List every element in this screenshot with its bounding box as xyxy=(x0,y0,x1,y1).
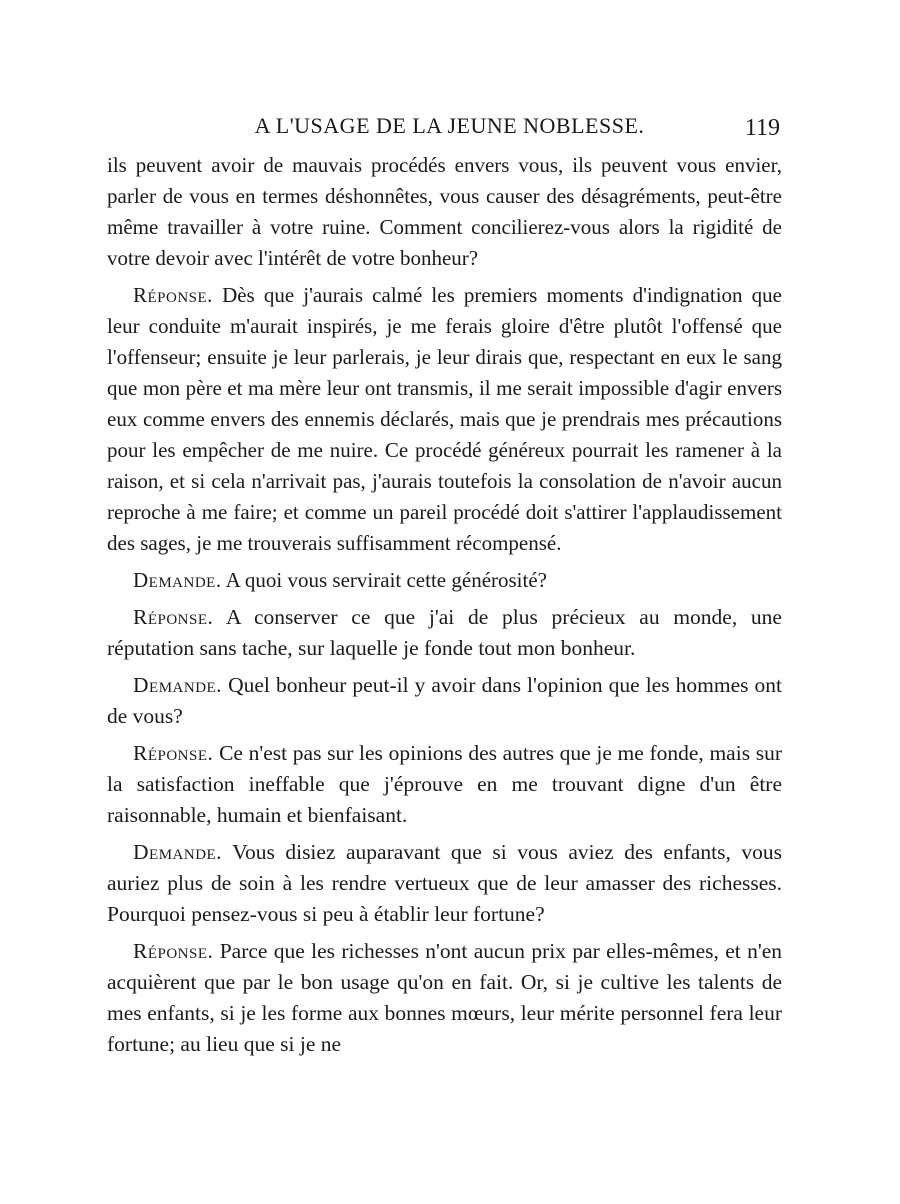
speaker-label: Réponse. xyxy=(133,283,213,307)
page-number: 119 xyxy=(744,115,780,141)
paragraph-text: Ce n'est pas sur les opinions des autres que je me fonde, mais sur la satisfaction ineffable que j'éprouve en me trouvant digne d'un être raisonnable, humain et bienfaisant. xyxy=(107,741,782,827)
paragraph-demande xyxy=(107,565,782,596)
paragraph-reponse xyxy=(107,280,782,559)
paragraph-reponse xyxy=(107,738,782,831)
paragraph-text: Parce que les richesses n'ont aucun prix par elles-mêmes, et n'en acquièrent que par le bon usage qu'on en fait. Or, si je cultive les talents de mes enfants, si je les forme aux bonnes mœurs, leur mérite personnel fera leur fortune; au lieu que si je ne xyxy=(107,939,782,1056)
paragraph-reponse xyxy=(107,602,782,664)
book-page xyxy=(107,108,782,1066)
speaker-label: Demande. xyxy=(133,840,223,864)
paragraph-demande xyxy=(107,670,782,732)
paragraph-text: ils peuvent avoir de mauvais procédés envers vous, ils peuvent vous envier, parler de vous en termes déshonnêtes, vous causer des désagréments, peut-être même travailler à votre ruine. Comment concilierez-vous alors la rigidité de votre devoir avec l'intérêt de votre bonheur? xyxy=(107,153,782,270)
paragraph-continuation xyxy=(107,150,782,274)
paragraph-demande xyxy=(107,837,782,930)
paragraph-text: Vous disiez auparavant que si vous aviez des enfants, vous auriez plus de soin à les rendre vertueux que de leur amasser des richesses. Pourquoi pensez-vous si peu à établir leur fortune? xyxy=(107,840,782,926)
speaker-label: Réponse. xyxy=(133,939,214,963)
paragraph-reponse xyxy=(107,936,782,1060)
speaker-label: Demande. xyxy=(133,568,222,592)
paragraph-text: Quel bonheur peut-il y avoir dans l'opinion que les hommes ont de vous? xyxy=(107,673,782,728)
body-text xyxy=(107,150,782,1060)
running-head xyxy=(107,108,782,144)
paragraph-text: A conserver ce que j'ai de plus précieux au monde, une réputation sans tache, sur laquelle je fonde tout mon bonheur. xyxy=(107,605,782,660)
paragraph-text: Dès que j'aurais calmé les premiers moments d'indignation que leur conduite m'aurait inspirés, je me ferais gloire d'être plutôt l'offensé que l'offenseur; ensuite je leur parlerais, je leur dirais que, respectant en eux le sang que mon père et ma mère leur ont transmis, il me serait impossible d'agir envers eux comme envers des ennemis déclarés, mais que je prendrais mes précautions pour les empêcher de me nuire. Ce procédé généreux pourrait les ramener à la raison, et si cela n'arrivait pas, j'aurais toutefois la consolation de n'avoir aucun reproche à me faire; et comme un pareil procédé doit s'attirer l'applaudissement des sages, je me trouverais suffisamment récompensé. xyxy=(107,283,782,555)
speaker-label: Demande. xyxy=(133,673,223,697)
speaker-label: Réponse. xyxy=(133,605,214,629)
speaker-label: Réponse. xyxy=(133,741,214,765)
running-title: A L'USAGE DE LA JEUNE NOBLESSE. xyxy=(254,113,645,138)
paragraph-text: A quoi vous servirait cette générosité? xyxy=(225,568,547,592)
